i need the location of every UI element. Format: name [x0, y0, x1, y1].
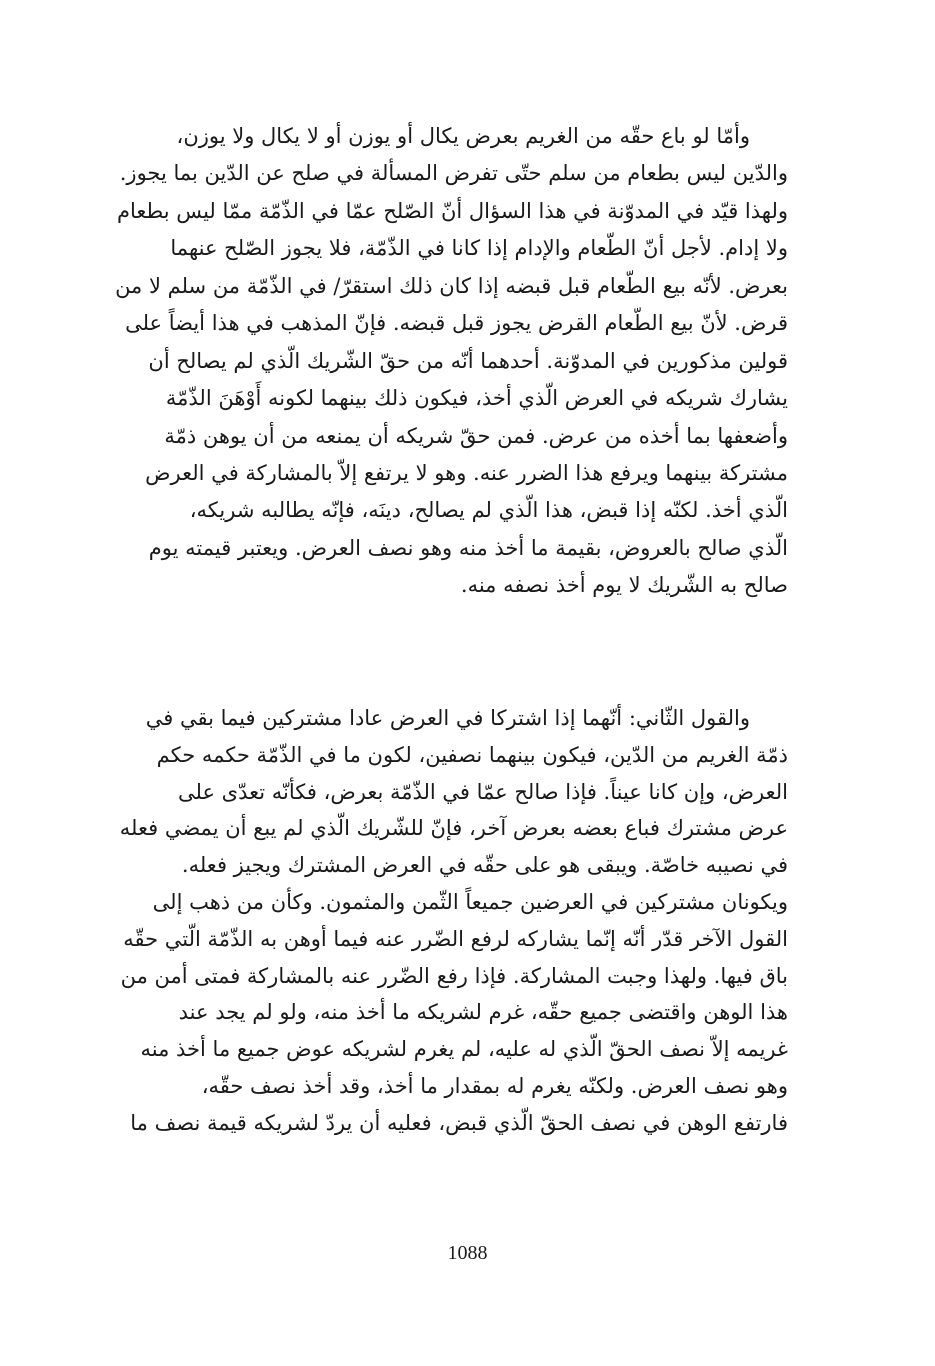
paragraph-1 [66, 118, 788, 605]
text-line: وأضعفها بما أخذه من عرض. فمن حقّ شريكه أن يمنعه من أن يوهن ذمّة [164, 423, 788, 448]
text-line: القول الآخر قدّر أنّه إنّما يشاركه لرفع الضّرر عنه فيما أوهن به الذّمّة الّتي حقّه [123, 926, 788, 951]
text-line: ولا إدام. لأجل أنّ الطّعام والإدام إذا كانا في الذّمّة، فلا يجوز الصّلح عنهما [170, 236, 788, 261]
text-line: باق فيها. ولهذا وجبت المشاركة. فإذا رفع الضّرر عنه بالمشاركة فمتى أمن من [120, 963, 788, 988]
text-line: صالح به الشّريك لا يوم أخذ نصفه منه. [460, 573, 788, 598]
text-line: مشتركة بينهما ويرفع هذا الضرر عنه. وهو لا يرتفع إلاّ بالمشاركة في العرض [145, 460, 788, 485]
text-line: وأمّا لو باع حقّه من الغريم بعرض يكال أو يوزن أو لا يكال ولا يوزن، [176, 124, 750, 148]
text-line: بعرض. لأنّه بيع الطّعام قبل قبضه إذا كان ذلك استقرّ/ في الذّمّة من سلم لا من [115, 273, 788, 298]
text-line: العرض، وإن كانا عيناً. فإذا صالح عمّا في الذّمّة بعرض، فكأنّه تعدّى على [177, 779, 788, 804]
text-line: ويكونان مشتركين في العرضين جميعاً الثّمن والمثمون. وكأن من ذهب إلى [152, 889, 788, 914]
paragraph-2 [66, 700, 788, 1142]
text-line: هذا الوهن واقتضى جميع حقّه، غرم لشريكه ما أخذ منه، ولو لم يجد عند [178, 1000, 788, 1025]
text-line: والقول الثّاني: أنّهما إذا اشتركا في العرض عادا مشتركين فيما بقي في [145, 706, 750, 730]
text-line: ولهذا قيّد في المدوّنة في هذا السؤال أنّ الصّلح عمّا في الذّمّة ممّا ليس بطعام [117, 198, 788, 223]
text-line: عرض مشترك فباع بعضه بعرض آخر، فإنّ للشّريك الّذي لم يبع أن يمضي فعله [119, 816, 788, 841]
text-line: قولين مذكورين في المدوّنة. أحدهما أنّه من حقّ الشّريك الّذي لم يصالح أن [148, 348, 788, 373]
page-number: 1088 [447, 1242, 488, 1264]
text-line: فارتفع الوهن في نصف الحقّ الّذي قبض، فعليه أن يردّ لشريكه قيمة نصف ما [130, 1110, 788, 1135]
text-line: الّذي أخذ. لكنّه إذا قبض، هذا الّذي لم يصالح، دينَه، فإنّه يطالبه شريكه، [189, 498, 788, 523]
text-line: الّذي صالح بالعروض، بقيمة ما أخذ منه وهو نصف العرض. ويعتبر قيمته يوم [148, 535, 788, 560]
text-line: في نصيبه خاصّة. ويبقى هو على حقّه في العرض المشترك ويجيز فعله. [181, 853, 788, 878]
text-line: والدّين ليس بطعام من سلم حتّى تفرض المسألة في صلح عن الدّين بما يجوز. [119, 161, 788, 186]
text-line: يشارك شريكه في العرض الّذي أخذ، فيكون ذلك بينهما لكونه أَوْهَنَ الذّمّة [165, 386, 788, 411]
text-line: غريمه إلاّ نصف الحقّ الّذي له عليه، لم يغرم لشريكه عوض جميع ما أخذ منه [140, 1037, 788, 1062]
text-line: ذمّة الغريم من الدّين، فيكون بينهما نصفين، لكون ما في الذّمّة حكمه حكم [156, 742, 788, 767]
text-line: قرض. لأنّ بيع الطّعام القرض يجوز قبل قبضه. فإنّ المذهب في هذا أيضاً على [125, 311, 788, 336]
text-line: وهو نصف العرض. ولكنّه يغرم له بمقدار ما أخذ، وقد أخذ نصف حقّه، [201, 1073, 788, 1098]
